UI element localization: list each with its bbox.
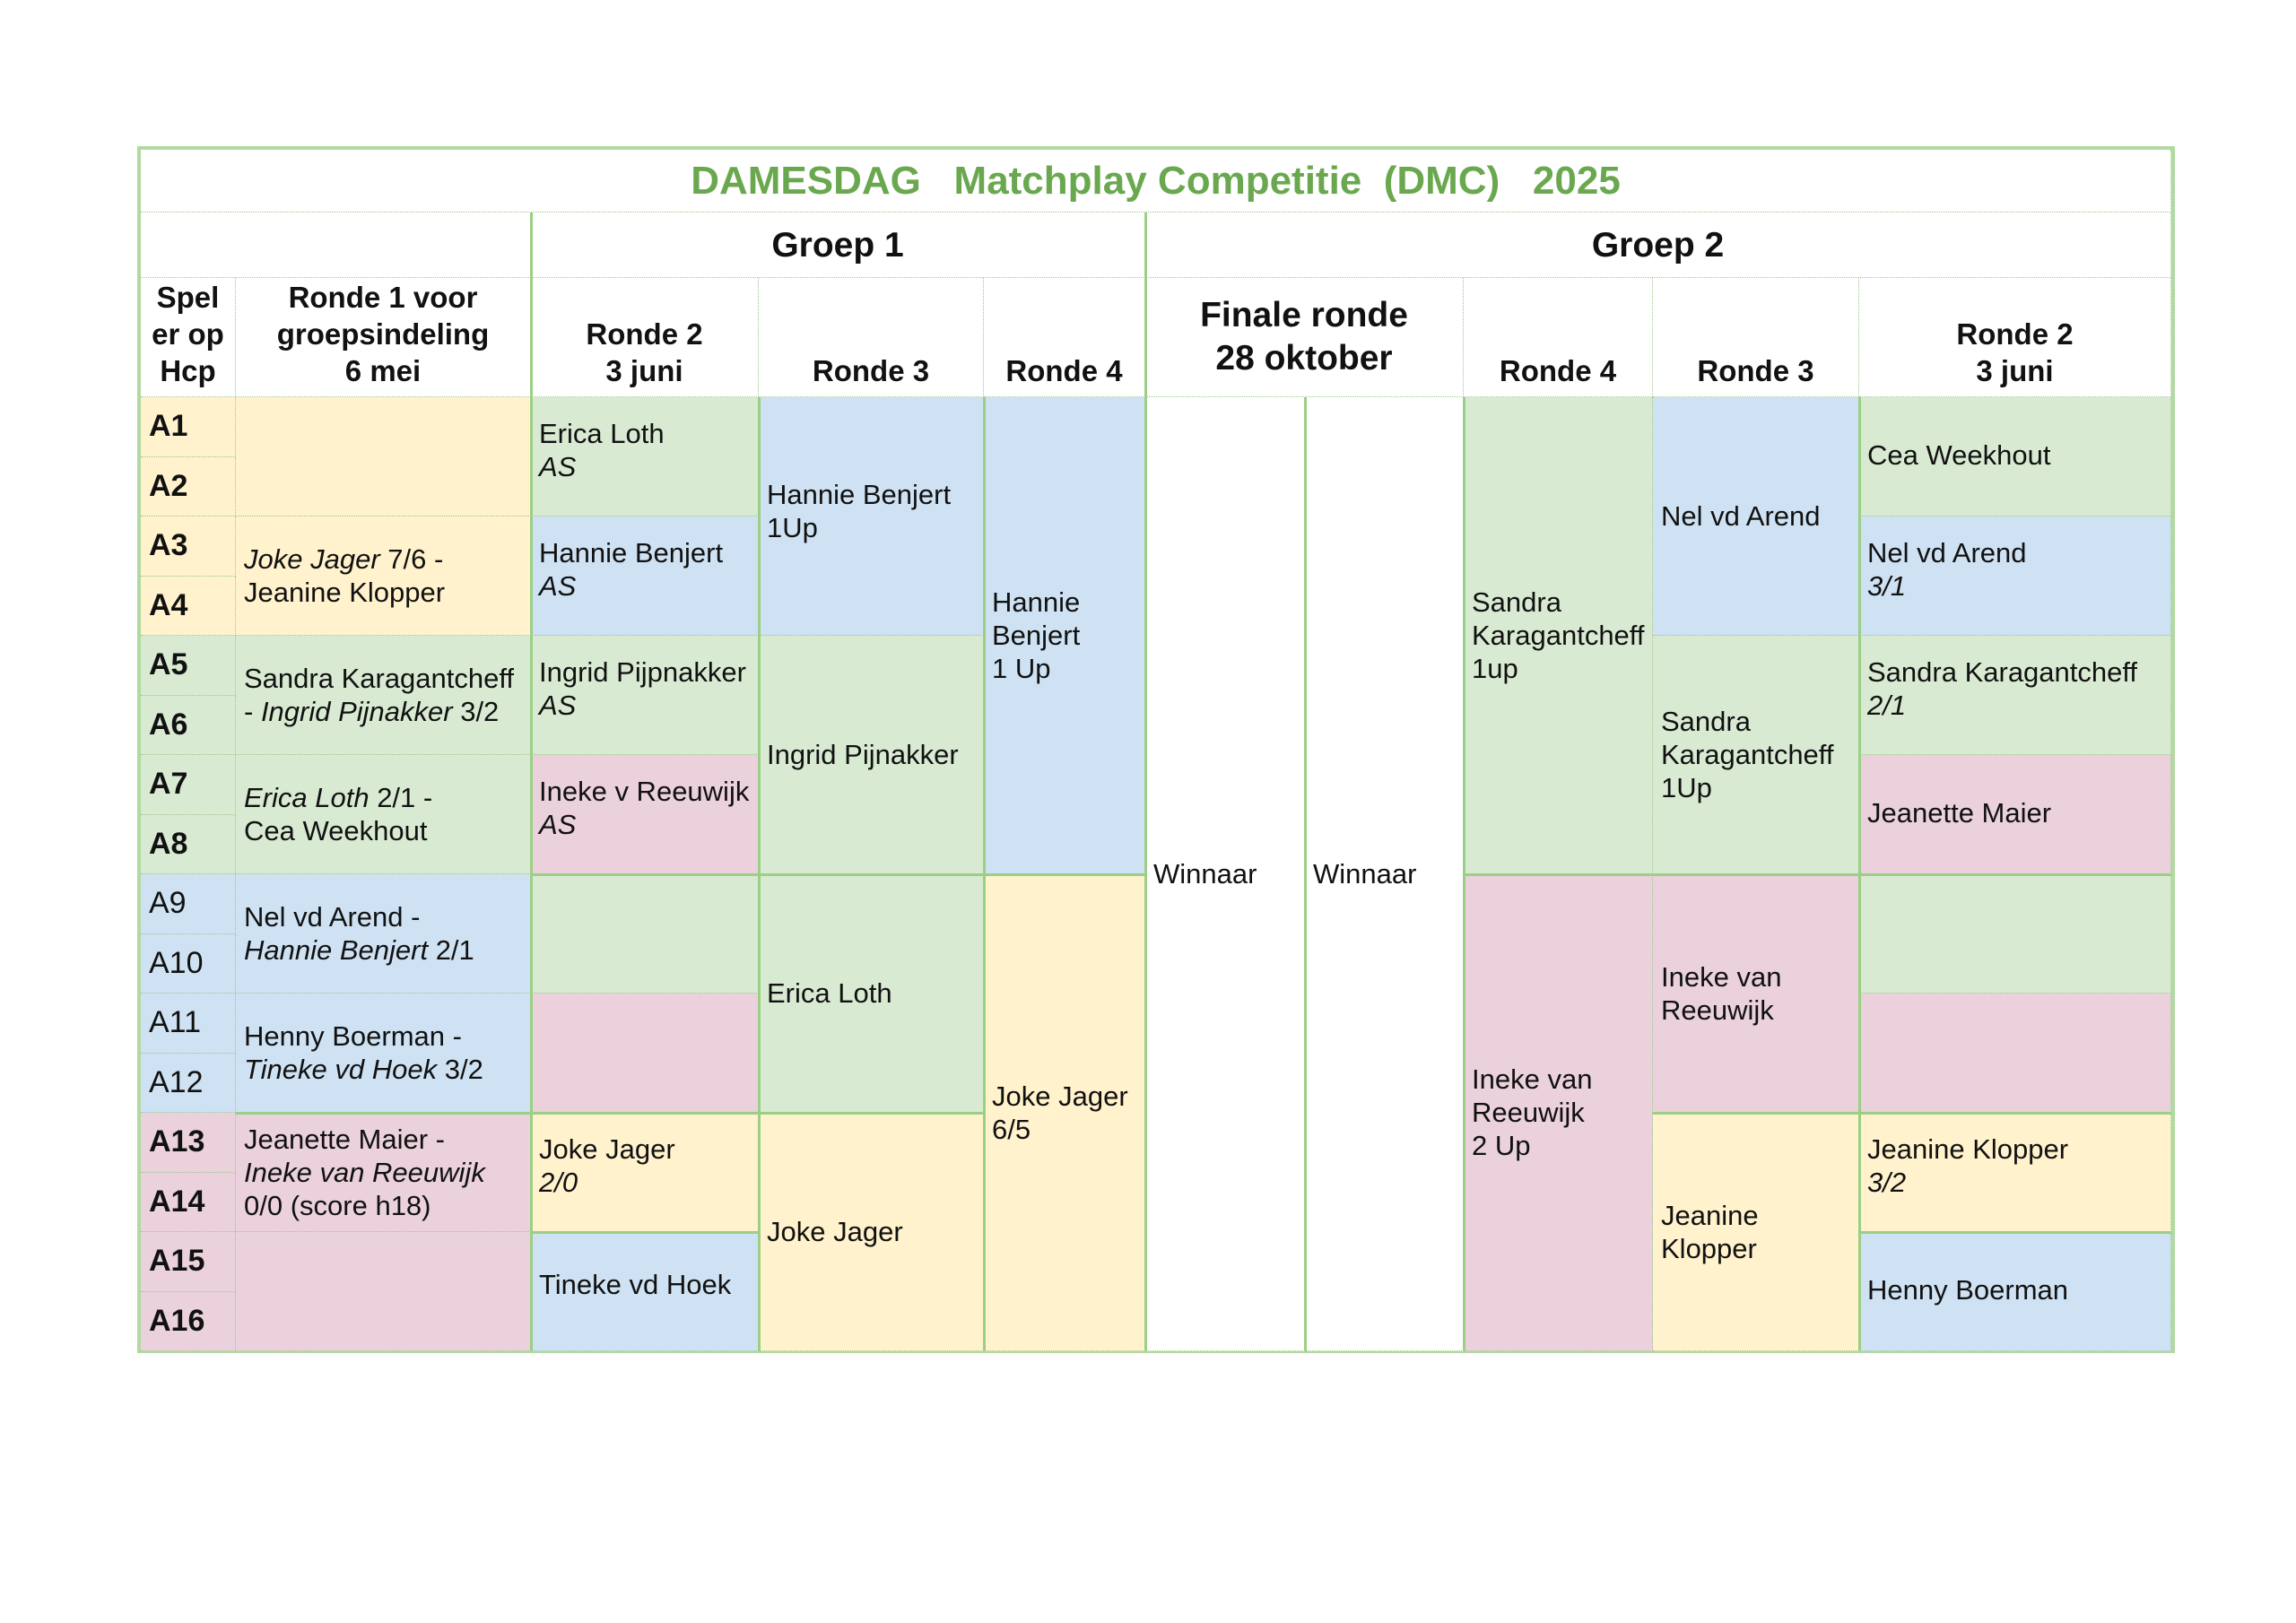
player-name: Ineke v Reeuwijk xyxy=(539,776,750,807)
header-round-1: Ronde 1 voor groepsindeling 6 mei xyxy=(236,278,531,397)
g1-round-3-slot: Hannie Benjert 1Up xyxy=(759,397,984,636)
round-1-match xyxy=(236,397,531,516)
row-label: A10 xyxy=(141,934,236,994)
round-1-match xyxy=(236,636,531,755)
player-name: Cea Weekhout xyxy=(1867,439,2051,471)
bracket-line xyxy=(1144,213,1147,1351)
row-label: A14 xyxy=(141,1173,236,1233)
row-label: A13 xyxy=(141,1113,236,1173)
bracket-line xyxy=(984,873,1145,876)
row-label: A6 xyxy=(141,696,236,756)
bracket-line xyxy=(1653,1112,1859,1115)
bracket-line xyxy=(1859,1231,2171,1234)
player-name: Ingrid Pijpnakker xyxy=(539,656,746,688)
g2-round-2-slot xyxy=(1859,1232,2171,1351)
row-label: A9 xyxy=(141,874,236,934)
header-hcp: Spel er op Hcp xyxy=(141,278,236,397)
g1-round-3-slot: Ingrid Pijnakker xyxy=(759,636,984,874)
finale-winner-left: Winnaar xyxy=(1145,397,1305,1351)
header-g1-round-3: Ronde 3 xyxy=(759,278,984,397)
group-1-title: Groep 1 xyxy=(531,213,1145,278)
match-text: Jeanette Maier - Ineke van Reeuwijk 0/0 (score h18) xyxy=(244,1123,485,1221)
row-label: A12 xyxy=(141,1054,236,1114)
match-text: Joke Jager 7/6 - Jeanine Klopper xyxy=(244,543,446,608)
player-name: Nel vd Arend xyxy=(1867,537,2027,568)
match-score: AS xyxy=(539,570,577,602)
player-name: Henny Boerman xyxy=(1867,1274,2069,1306)
page-title: DAMESDAG Matchplay Competitie (DMC) 2025 xyxy=(141,150,2171,213)
g2-round-4-slot: Sandra Karagantcheff 1up xyxy=(1464,397,1653,874)
row-label: A8 xyxy=(141,815,236,875)
round-1-match xyxy=(236,755,531,874)
g2-round-2-slot xyxy=(1859,1113,2171,1232)
match-score: 3/1 xyxy=(1867,570,1907,602)
bracket-line xyxy=(530,213,533,1351)
bracket-line xyxy=(1859,873,2171,876)
header-g2-round-4: Ronde 4 xyxy=(1464,278,1653,397)
g1-round-2-slot xyxy=(531,397,759,516)
match-score: 2/1 xyxy=(1867,690,1907,721)
bracket-line xyxy=(1653,873,1859,876)
row-label: A15 xyxy=(141,1232,236,1292)
player-name: Jeanette Maier xyxy=(1867,797,2052,829)
match-score: 2/0 xyxy=(539,1167,578,1198)
row-label: A5 xyxy=(141,636,236,696)
player-name: Hannie Benjert xyxy=(539,537,724,568)
g1-round-3-slot: Joke Jager xyxy=(759,1113,984,1351)
row-label: A1 xyxy=(141,397,236,457)
match-text: Erica Loth 2/1 - Cea Weekhout xyxy=(244,782,433,846)
round-1-match xyxy=(236,1113,531,1232)
g1-round-2-slot xyxy=(531,516,759,636)
player-name: Sandra Karagantcheff xyxy=(1867,656,2138,688)
match-score: AS xyxy=(539,690,577,721)
round-1-match xyxy=(236,874,531,994)
row-label: A3 xyxy=(141,516,236,577)
g2-round-3-slot: Jeanine Klopper xyxy=(1653,1113,1859,1351)
g2-round-2-slot xyxy=(1859,516,2171,636)
g1-round-4-slot: Joke Jager 6/5 xyxy=(984,874,1145,1351)
row-label: A11 xyxy=(141,994,236,1054)
g1-round-3-slot: Erica Loth xyxy=(759,874,984,1113)
player-name: Joke Jager xyxy=(539,1133,675,1165)
round-1-match xyxy=(236,1232,531,1351)
bracket-line xyxy=(531,1112,759,1115)
round-1-match xyxy=(236,994,531,1113)
g1-round-4-slot: Hannie Benjert 1 Up xyxy=(984,397,1145,874)
match-score: AS xyxy=(539,809,577,840)
g2-round-2-slot xyxy=(1859,636,2171,755)
match-score: 3/2 xyxy=(1867,1167,1907,1198)
header-g2-round-2: Ronde 2 3 juni xyxy=(1859,278,2171,397)
match-score: AS xyxy=(539,451,577,482)
header-g1-round-4: Ronde 4 xyxy=(984,278,1145,397)
header-g2-round-3: Ronde 3 xyxy=(1653,278,1859,397)
bracket-line xyxy=(531,873,759,876)
bracket-line xyxy=(759,1112,984,1115)
player-name: Jeanine Klopper xyxy=(1867,1133,2069,1165)
player-name: Tineke vd Hoek xyxy=(539,1269,732,1300)
group-2-title: Groep 2 xyxy=(1145,213,2171,278)
row-label: A4 xyxy=(141,577,236,637)
g1-round-2-slot xyxy=(531,636,759,755)
row-label: A7 xyxy=(141,755,236,815)
row-label: A16 xyxy=(141,1292,236,1352)
g2-round-3-slot: Ineke van Reeuwijk xyxy=(1653,874,1859,1113)
header-g1-round-2: Ronde 2 3 juni xyxy=(531,278,759,397)
g2-round-2-slot xyxy=(1859,397,2171,516)
g2-round-3-slot: Nel vd Arend xyxy=(1653,397,1859,636)
finale-winner-right: Winnaar xyxy=(1305,397,1464,1351)
round-1-match xyxy=(236,516,531,636)
match-text: Henny Boerman - Tineke vd Hoek 3/2 xyxy=(244,1020,483,1085)
player-name: Erica Loth xyxy=(539,418,665,449)
bracket-line xyxy=(236,1112,531,1115)
g1-round-2-slot xyxy=(531,994,759,1113)
g2-round-4-slot: Ineke van Reeuwijk 2 Up xyxy=(1464,874,1653,1351)
bracket-line xyxy=(1859,1112,2171,1115)
g2-round-2-slot xyxy=(1859,874,2171,994)
bracket-line xyxy=(531,1231,759,1234)
bracket-line xyxy=(1464,873,1653,876)
row-label: A2 xyxy=(141,457,236,517)
g1-round-2-slot xyxy=(531,874,759,994)
g1-round-2-slot xyxy=(531,755,759,874)
match-text: Sandra Karagantcheff - Ingrid Pijnakker 3/2 xyxy=(244,663,515,727)
g2-round-2-slot xyxy=(1859,755,2171,874)
bracket-line xyxy=(1304,397,1307,1351)
match-text: Nel vd Arend - Hannie Benjert 2/1 xyxy=(244,901,474,966)
bracket-line xyxy=(759,873,984,876)
g2-round-3-slot: Sandra Karagantcheff 1Up xyxy=(1653,636,1859,874)
g2-round-2-slot xyxy=(1859,994,2171,1113)
competition-table xyxy=(137,146,2175,1353)
header-finale: Finale ronde 28 oktober xyxy=(1145,278,1464,397)
group-spacer xyxy=(141,213,531,278)
g1-round-2-slot xyxy=(531,1232,759,1351)
g1-round-2-slot xyxy=(531,1113,759,1232)
